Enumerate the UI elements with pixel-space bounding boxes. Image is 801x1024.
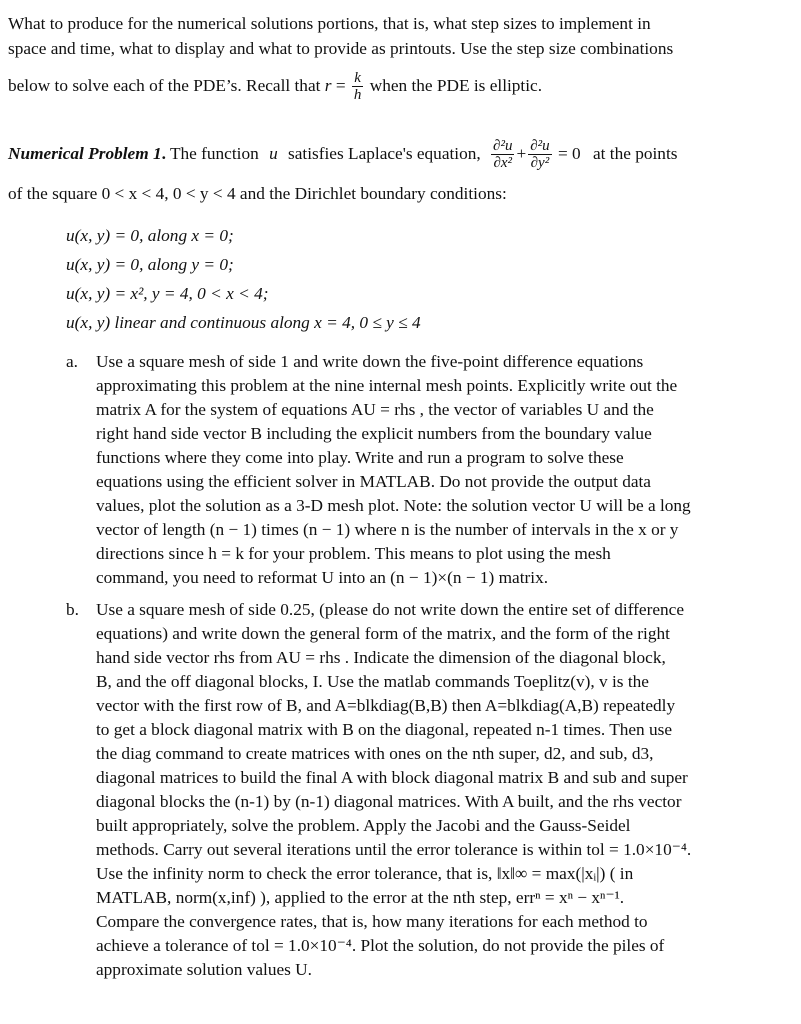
part-b-line: vector with the first row of B, and A=blkdiag(B,B) then A=blkdiag(A,B) repeatedly: [96, 696, 676, 715]
part-b-body: [96, 598, 756, 982]
part-b-line: Compare the convergence rates, that is, how many iterations for each method to: [96, 912, 648, 931]
intro-line-1: What to produce for the numerical solutions portions, that is, what step sizes to implement in: [8, 14, 651, 33]
part-a-line: equations using the efficient solver in MATLAB. Do not provide the output data: [96, 472, 651, 491]
problem-line-2: of the square 0 < x < 4, 0 < y < 4 and the Dirichlet boundary conditions:: [8, 184, 507, 203]
part-a-body: [96, 350, 756, 590]
plus-sign: +: [516, 144, 527, 163]
part-a-line: Use a square mesh of side 1 and write down the five-point difference equations: [96, 352, 644, 371]
part-a-label: a.: [66, 352, 78, 371]
boundary-condition-4: u(x, y) linear and continuous along x = 4, 0 ≤ y ≤ 4: [66, 313, 421, 332]
part-a-line: vector of length (n − 1) times (n − 1) where n is the number of intervals in the x or y: [96, 520, 679, 539]
d2u-numerator-x: ∂²u: [493, 138, 513, 155]
part-b-line: the diag command to create matrices with ones on the nth super, d2, and sub, d3,: [96, 744, 654, 763]
part-b-line: hand side vector rhs from AU = rhs . Indicate the dimension of the diagonal block,: [96, 648, 666, 667]
part-b-line: to get a block diagonal matrix with B on the diagonal, repeated n-1 times. Then use: [96, 720, 673, 739]
part-b-line: Use the infinity norm to check the error tolerance, that is, ‖x‖∞ = max(|xᵢ|) ( in: [96, 864, 634, 883]
r-variable: r: [324, 76, 332, 95]
problem-title-period: .: [161, 144, 166, 163]
intro-line-2: space and time, what to display and what to provide as printouts. Use the step size combinations: [8, 39, 674, 58]
k-over-h-fraction: [352, 71, 364, 103]
part-b-line: B, and the off diagonal blocks, I. Use the matlab commands Toeplitz(v), v is the: [96, 672, 649, 691]
part-a-line: approximating this problem at the nine internal mesh points. Explicitly write out the: [96, 376, 678, 395]
intro-line-3-text: below to solve each of the PDE’s. Recall that: [8, 76, 321, 95]
problem-text-2: satisfies Laplace's equation,: [288, 144, 481, 163]
problem-line-1: [8, 132, 677, 176]
part-b-line: approximate solution values U.: [96, 960, 312, 979]
part-b-line: diagonal blocks the (n-1) by (n-1) diagonal matrices. With A built, and the rhs vector: [96, 792, 682, 811]
problem-text-1: The function: [169, 144, 259, 163]
part-b-line: methods. Carry out several iterations until the error tolerance is within tol = 1.0×10⁻⁴.: [96, 840, 692, 859]
intro-line-3: [8, 64, 542, 108]
equals-sign: =: [335, 76, 346, 95]
boundary-condition-1: u(x, y) = 0, along x = 0;: [66, 226, 234, 245]
u-variable: u: [269, 144, 278, 163]
part-a-line: directions since h = k for your problem. This means to plot using the mesh: [96, 544, 611, 563]
part-a-line: values, plot the solution as a 3-D mesh plot. Note: the solution vector U will be a long: [96, 496, 691, 515]
part-a-line: command, you need to reformat U into an (n − 1)×(n − 1) matrix.: [96, 568, 549, 587]
dy2-denominator: ∂y²: [530, 155, 550, 172]
part-b-line: Use a square mesh of side 0.25, (please do not write down the entire set of difference: [96, 600, 685, 619]
part-a-line: right hand side vector B including the explicit numbers from the boundary value: [96, 424, 652, 443]
d2u-numerator-y: ∂²u: [530, 138, 550, 155]
fraction-denominator: h: [353, 87, 362, 104]
intro-line-3-end: when the PDE is elliptic.: [369, 76, 543, 95]
equals-zero: = 0: [557, 144, 581, 163]
laplace-term-x: [491, 139, 514, 171]
problem-text-3: at the points: [593, 144, 678, 163]
boundary-condition-2: u(x, y) = 0, along y = 0;: [66, 255, 234, 274]
part-b-line: achieve a tolerance of tol = 1.0×10⁻⁴. Plot the solution, do not provide the piles of: [96, 936, 665, 955]
part-b-line: diagonal matrices to build the final A with block diagonal matrix B and sub and super: [96, 768, 688, 787]
dx2-denominator: ∂x²: [493, 155, 513, 172]
part-a-line: functions where they come into play. Write and run a program to solve these: [96, 448, 624, 467]
boundary-condition-3: u(x, y) = x², y = 4, 0 < x < 4;: [66, 284, 269, 303]
part-b-line: built appropriately, solve the problem. Apply the Jacobi and the Gauss-Seidel: [96, 816, 631, 835]
part-a-line: matrix A for the system of equations AU = rhs , the vector of variables U and the: [96, 400, 654, 419]
fraction-numerator: k: [352, 71, 364, 87]
part-b-label: b.: [66, 600, 79, 619]
laplace-term-y: [528, 139, 551, 171]
part-b-line: equations) and write down the general form of the matrix, and the form of the right: [96, 624, 670, 643]
part-b-line: MATLAB, norm(x,inf) ), applied to the error at the nth step, errⁿ = xⁿ − xⁿ⁻¹.: [96, 888, 625, 907]
problem-title: Numerical Problem 1: [8, 144, 162, 163]
